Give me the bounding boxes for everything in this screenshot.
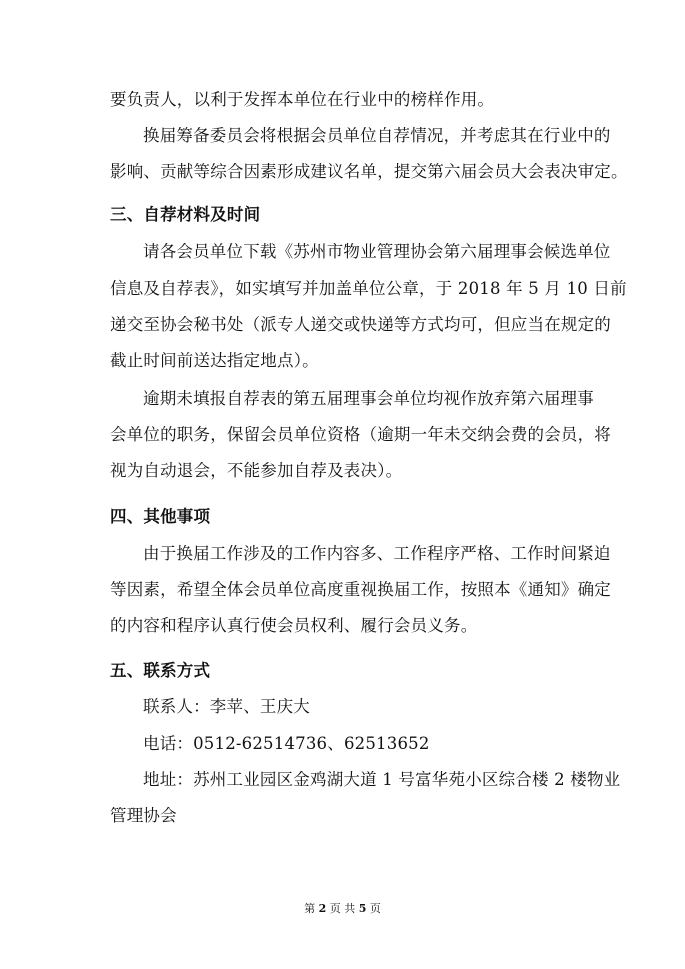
paragraph-continuation-line: 要负责人，以利于发挥本单位在行业中的榜样作用。 [110,90,495,109]
contact-person: 联系人：李苹、王庆大 [143,697,310,716]
section-5-heading: 五、联系方式 [110,661,211,680]
section-3-paragraph-2-line-1: 逾期未填报自荐表的第五届理事会单位均视作放弃第六届理事 [143,389,594,408]
section-3-paragraph-1-line-2: 信息及自荐表》，如实填写并加盖单位公章，于 2018 年 5 月 10 日前 [110,279,627,298]
section-4-paragraph-line-1: 由于换届工作涉及的工作内容多、工作程序严格、工作时间紧迫 [143,544,611,563]
section-4-heading: 四、其他事项 [110,507,211,526]
section-3-paragraph-1-line-3: 递交至协会秘书处（派专人递交或快递等方式均可，但应当在规定的 [110,315,611,334]
footer-current-page: 2 [318,902,327,915]
section-3-paragraph-2-line-3: 视为自动退会，不能参加自荐及表决）。 [110,461,403,480]
footer-prefix: 第 [304,902,316,915]
section-3-heading: 三、自荐材料及时间 [110,205,261,224]
footer-total-pages: 5 [358,902,367,915]
footer-suffix: 页 [369,902,381,915]
section-3-paragraph-1-line-1: 请各会员单位下载《苏州市物业管理协会第六届理事会候选单位 [143,242,611,261]
section-3-paragraph-2-line-2: 会单位的职务，保留会员单位资格（逾期一年未交纳会费的会员，将 [110,425,611,444]
footer-middle: 页 共 [329,902,356,915]
section-4-paragraph-line-2: 等因素，希望全体会员单位高度重视换届工作，按照本《通知》确定 [110,580,611,599]
page-number-footer [0,902,685,916]
contact-address-line-1: 地址：苏州工业园区金鸡湖大道 1 号富华苑小区综合楼 2 楼物业 [143,770,621,789]
committee-paragraph-line-2: 影响、贡献等综合因素形成建议名单，提交第六届会员大会表决审定。 [110,162,628,181]
contact-phone: 电话：0512-62514736、62513652 [143,734,430,753]
contact-address-line-2: 管理协会 [110,806,177,825]
committee-paragraph-line-1: 换届筹备委员会将根据会员单位自荐情况，并考虑其在行业中的 [143,126,611,145]
section-3-paragraph-1-line-4: 截止时间前送达指定地点）。 [110,351,319,370]
section-4-paragraph-line-3: 的内容和程序认真行使会员权利、履行会员义务。 [110,616,478,635]
